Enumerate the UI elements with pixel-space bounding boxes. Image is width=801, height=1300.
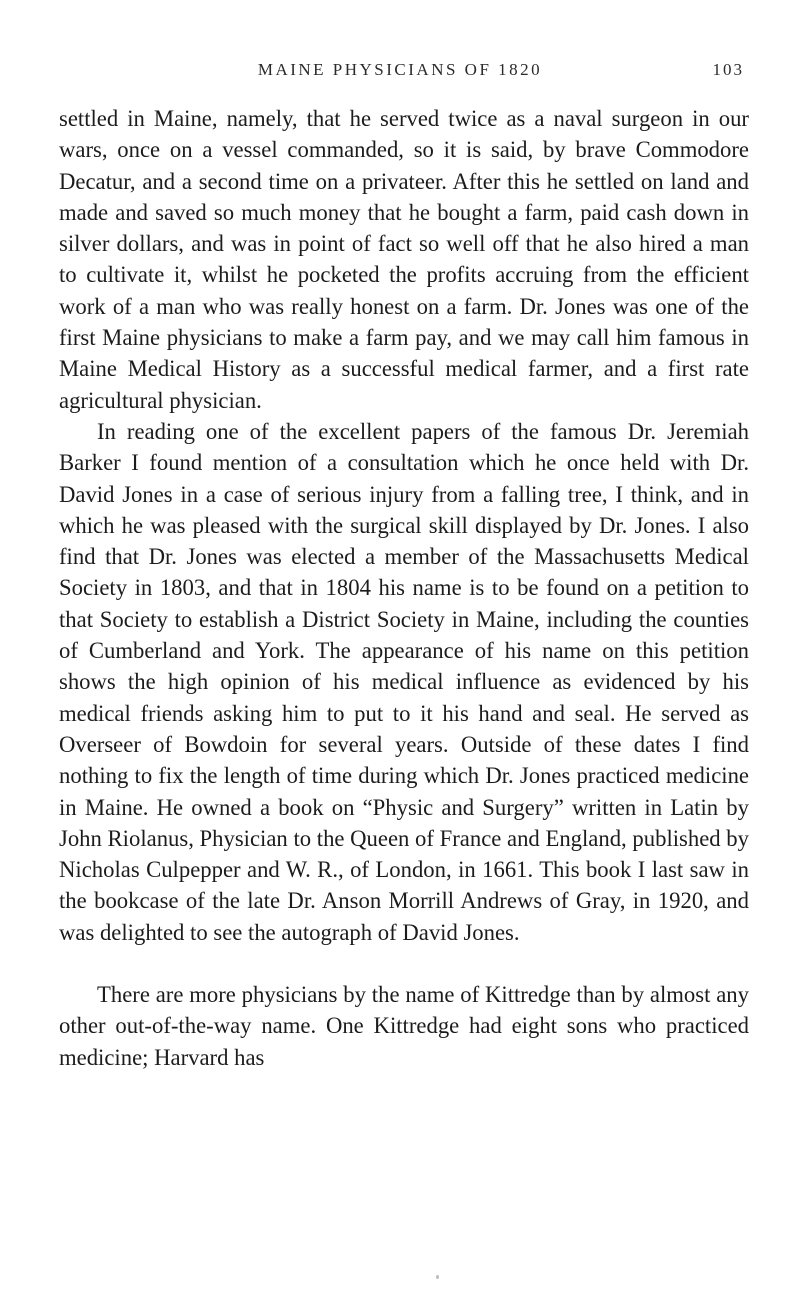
paragraph-continued: settled in Maine, namely, that he served twice as a naval surgeon in our wars, once on a vessel commanded, so it is said, by brave Commodore Decatur, and a second time on a privateer. After this he settled on land and made and saved so much money that he bought a farm, paid cash down in silver dollars, and was in point of fact so well off that he also hired a man to cultivate it, whilst he pocketed the profits accruing from the efficient work of a man who was really honest on a farm. Dr. Jones was one of the first Maine physicians to make a farm pay, and we may call him famous in Maine Medical History as a successful medical farmer, and a first rate agricultural physician. <box>59 106 749 413</box>
paragraph-kittredge: There are more physicians by the name of Kittredge than by almost any other out-of-the-way name. One Kittredge had eight sons who practiced medicine; Harvard has <box>59 982 749 1070</box>
page-speck <box>436 1275 439 1279</box>
paragraph-barker-consultation: In reading one of the excellent papers of the famous Dr. Jeremiah Barker I found mention of a consultation which he once held with Dr. David Jones in a case of serious injury from a falling tree, I think, and in which he was pleased with the surgical skill displayed by Dr. Jones. I also find that Dr. Jones was elected a member of the Massachusetts Medical Society in 1803, and that in 1804 his name is to be found on a petition to that Society to establish a District Society in Maine, including the counties of Cumberland and York. The appearance of his name on this petition shows the high opinion of his medical influence as evidenced by his medical friends asking him to put to it his hand and seal. He served as Overseer of Bowdoin for several years. Outside of these dates I find nothing to fix the length of time during which Dr. Jones practiced medicine in Maine. He owned a book on “Physic and Surgery” written in Latin by John Riolanus, Physician to the Queen of France and England, published by Nicholas Culpepper and W. R., of London, in 1661. This book I last saw in the bookcase of the late Dr. Anson Morrill Andrews of Gray, in 1920, and was delighted to see the autograph of David Jones. <box>59 418 749 945</box>
page-number: 103 <box>712 60 744 79</box>
running-head-title: MAINE PHYSICIANS OF 1820 <box>257 60 543 79</box>
body-text <box>59 103 749 1073</box>
